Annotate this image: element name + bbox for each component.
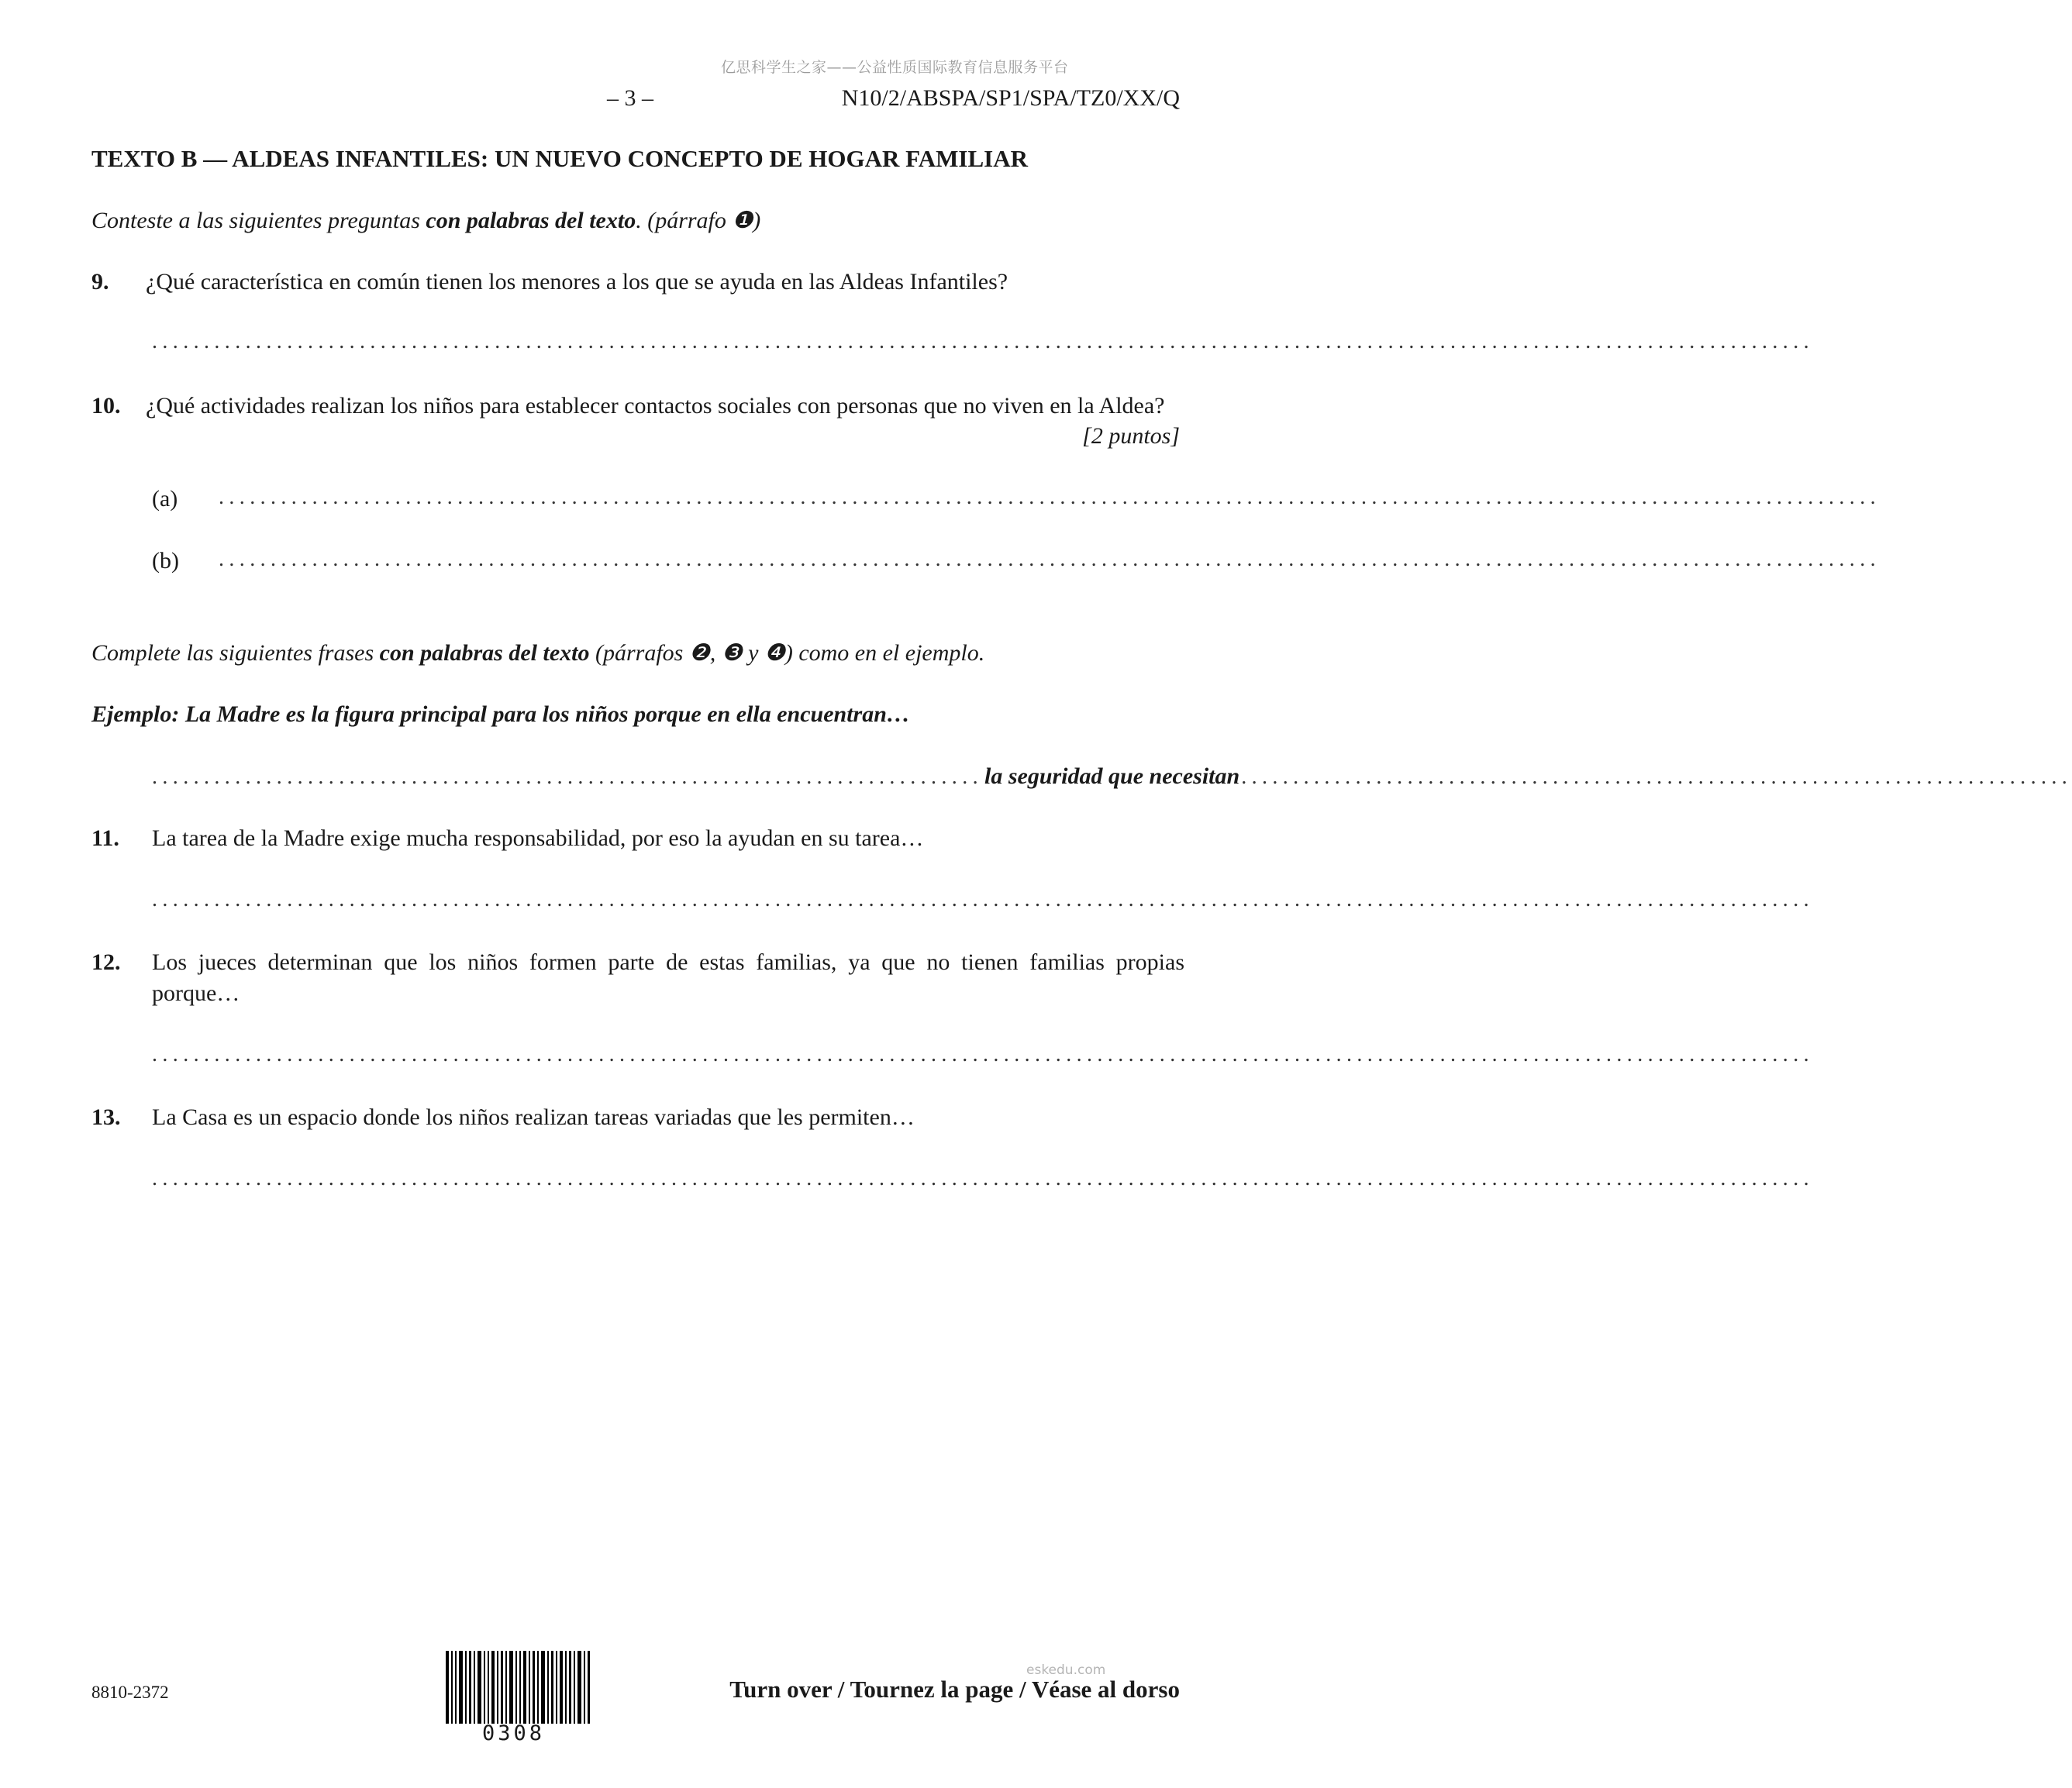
answer-line-10a[interactable]: ................................................................................................................................................................ [219,485,1881,509]
question-12-text: Los jueces determinan que los niños formen parte de estas familias, ya que no tienen familias propias porque… [152,949,1184,1006]
instruction-2-emphasis: con palabras del texto [379,640,590,666]
instruction-1-text: Conteste a las siguientes preguntas [91,208,426,233]
watermark-bottom: eskedu.com [1026,1662,1106,1678]
barcode-number: 0308 [482,1721,546,1745]
question-9-number: 9. [91,269,109,295]
answer-line-13[interactable]: ................................................................................................................................................................ [152,1166,1814,1190]
question-11-number: 11. [91,825,119,851]
exam-code: N10/2/ABSPA/SP1/SPA/TZ0/XX/Q [841,85,1180,111]
question-10-text: ¿Qué actividades realizan los niños para establecer contactos sociales con personas que no viven en la Aldea? [146,393,1165,419]
instruction-1 [91,207,760,234]
answer-line-9[interactable]: ................................................................................................................................................................ [152,329,1814,353]
sub-label-b: (b) [152,548,179,574]
sub-label-a: (a) [152,486,178,512]
question-12-number: 12. [91,949,121,975]
answer-line-10b[interactable]: ................................................................................................................................................................ [219,547,1881,571]
question-13-number: 13. [91,1104,121,1130]
instruction-1-paragraph-ref: . (párrafo ❶) [636,208,761,233]
example-answer: la seguridad que necesitan [984,763,1240,789]
question-10-points: [2 puntos] [1082,423,1180,449]
instruction-2 [91,639,984,667]
question-11-text: La tarea de la Madre exige mucha responsabilidad, por eso la ayudan en su tarea… [152,825,924,851]
answer-line-11[interactable]: ................................................................................................................................................................ [152,887,1814,911]
question-9-text: ¿Qué característica en común tienen los menores a los que se ayuda en las Aldeas Infantiles? [146,269,1008,295]
question-13-text: La Casa es un espacio donde los niños realizan tareas variadas que les permiten… [152,1104,915,1130]
answer-line-12[interactable]: ................................................................................................................................................................ [152,1042,1814,1066]
document-code: 8810-2372 [91,1683,169,1702]
example-dots-left: ................................................................................ [152,765,983,789]
question-10-number: 10. [91,393,121,419]
turn-over-text: Turn over / Tournez la page / Véase al dorso [729,1676,1180,1703]
page-number: – 3 – [607,85,653,111]
watermark-text: 亿思科学生之家——公益性质国际教育信息服务平台 [721,59,1069,76]
instruction-2-text: Complete las siguientes frases [91,640,380,666]
instruction-2-paragraph-ref: (párrafos ❷, ❸ y ❹) como en el ejemplo. [589,640,985,666]
example-prompt: Ejemplo: La Madre es la figura principal para los niños porque en ella encuentran… [91,701,910,727]
instruction-1-emphasis: con palabras del texto [426,208,636,233]
example-dots-right: ................................................................................ [1241,765,2072,789]
section-title: TEXTO B — ALDEAS INFANTILES: UN NUEVO CONCEPTO DE HOGAR FAMILIAR [91,145,1028,172]
barcode-graphic [446,1651,590,1724]
example-answer-line [152,763,2072,790]
